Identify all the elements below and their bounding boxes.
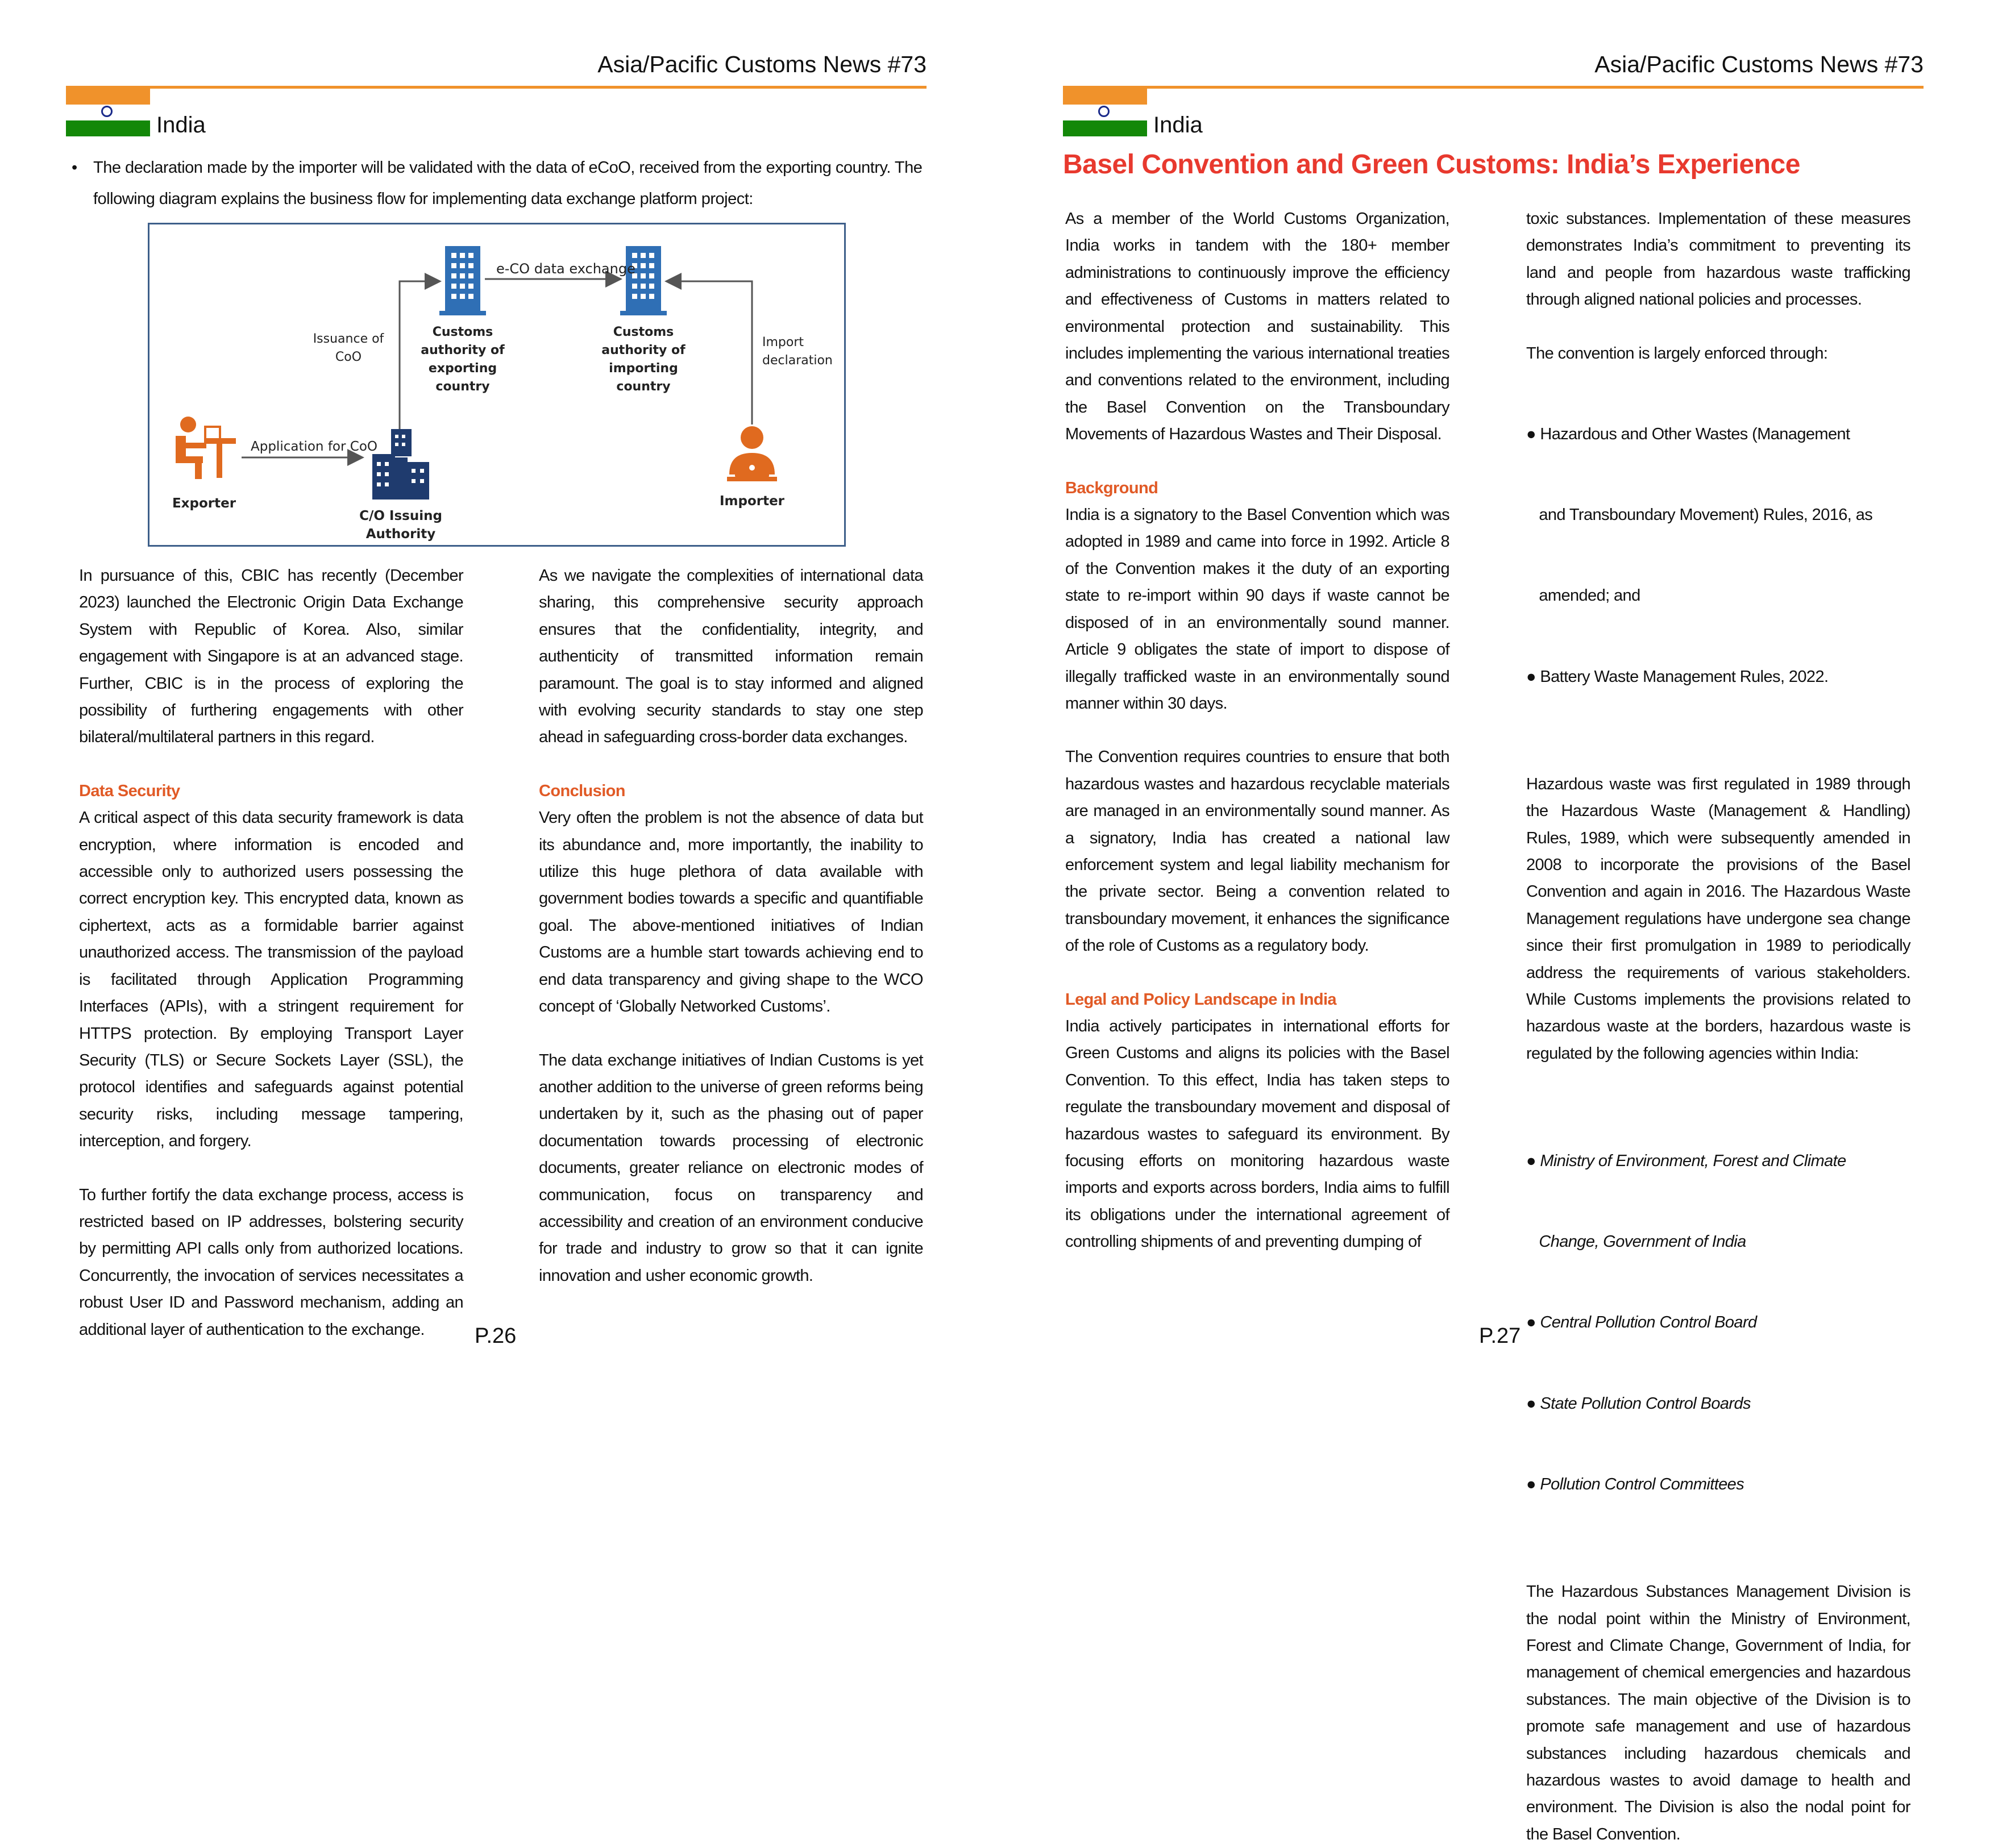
exporting-label-3: exporting bbox=[428, 361, 497, 376]
list-item: and Transboundary Movement) Rules, 2016, as bbox=[1526, 506, 1873, 525]
country-label: India bbox=[156, 113, 206, 138]
page-number: P.27 bbox=[1479, 1324, 1521, 1348]
country-label: India bbox=[1153, 113, 1203, 138]
section-heading: Background bbox=[1065, 478, 1158, 497]
left-column-1 bbox=[79, 563, 463, 1343]
section-heading: Data Security bbox=[79, 781, 180, 800]
import-label-1: Import bbox=[762, 335, 804, 349]
list-item: ● Central Pollution Control Board bbox=[1526, 1313, 1757, 1332]
paragraph: The convention is largely enforced through: bbox=[1526, 344, 1828, 363]
article-title: Basel Convention and Green Customs: India’s Experience bbox=[1063, 149, 1800, 180]
exporting-customs-building-icon bbox=[439, 246, 486, 315]
paragraph: A critical aspect of this data security framework is data encryption, where information is encoded and accessible only to authorized users possessing the correct encryption key. This encrypted data, known as ciphertext, acts as a formidable barrier against unauthorized access. The transmission of the payload is facilitated through Application Programming Interfaces (APIs), with a stringent requirement for HTTPS protection. By employing Transport Layer Security (TLS) or Secure Sockets Layer (SSL), the protocol identifies and safeguards against potential security risks, including message tampering, interception, and forgery. bbox=[79, 809, 463, 1151]
exporting-label-1: Customs bbox=[432, 325, 493, 339]
section-heading: Conclusion bbox=[539, 781, 625, 800]
importing-label-3: importing bbox=[609, 361, 678, 376]
importing-label-2: authority of bbox=[601, 343, 686, 357]
india-flag-icon bbox=[66, 89, 150, 136]
left-page bbox=[0, 0, 997, 1409]
paragraph: The Convention requires countries to ensure that both hazardous wastes and hazardous recyclable materials are managed in an environmentally sound manner. As a signatory, India has created a national law enforcement system and legal liability mechanism for the private sector. Being a convention related to transboundary movement, it enhances the significance of the role of Customs as a regulatory body. bbox=[1065, 748, 1449, 955]
import-label-2: declaration bbox=[762, 353, 833, 368]
header-title: Asia/Pacific Customs News #73 bbox=[1594, 51, 1924, 77]
importer-icon bbox=[727, 426, 777, 481]
page-number: P.26 bbox=[475, 1324, 517, 1348]
rules-list bbox=[1526, 367, 1910, 744]
paragraph: toxic substances. Implementation of these measures demonstrates India’s commitment to preventing its land and people from hazardous waste trafficking through aligned national policies and processes. bbox=[1526, 210, 1910, 309]
list-item: ● Hazardous and Other Wastes (Management bbox=[1526, 424, 1850, 443]
india-flag-icon bbox=[1063, 89, 1147, 136]
list-item: amended; and bbox=[1526, 586, 1640, 605]
list-item: Change, Government of India bbox=[1526, 1233, 1746, 1251]
list-item: ● State Pollution Control Boards bbox=[1526, 1394, 1751, 1413]
right-column-1 bbox=[1065, 206, 1449, 1256]
importing-label-4: country bbox=[616, 380, 671, 394]
paragraph: Very often the problem is not the absence of data but its abundance and, more importantly, the inability to utilize this huge plethora of data available with government bodies towards a specific and quantifiable goal. The above-mentioned initiatives of Indian Customs are a humble start towards achieving end to end data transparency and giving shape to the WCO concept of ‘Globally Networked Customs’. bbox=[539, 809, 923, 1016]
right-column-2 bbox=[1526, 206, 1910, 1848]
issuance-label-1: Issuance of bbox=[313, 332, 384, 346]
issuing-label-1: C/O Issuing bbox=[359, 509, 442, 523]
intro-bullet bbox=[72, 152, 931, 215]
intro-text: The declaration made by the importer will be validated with the data of eCoO, received from the exporting country. The following diagram explains the business flow for implementing data exchange platform project: bbox=[93, 159, 923, 208]
exporter-icon bbox=[176, 417, 236, 479]
paragraph: The Hazardous Substances Management Division is the nodal point within the Ministry of Environment, Forest and Climate Change, Government of India, for management of chemical emergencies and hazardous substances. The main objective of the Division is to promote safe management and use of hazardous substances including hazardous chemicals and hazardous wastes to avoid damage to health and environment. The Division is also the nodal point for the Basel Convention. bbox=[1526, 1583, 1910, 1843]
paragraph: In pursuance of this, CBIC has recently (December 2023) launched the Electronic Origin Data Exchange System with Republic of Korea. Also, similar engagement with Singapore is at an advanced stage. Further, CBIC is in the process of exploring the possibility of furthering engagements with other bilateral/multilateral partners in this regard. bbox=[79, 567, 463, 747]
paragraph: India is a signatory to the Basel Convention which was adopted in 1989 and came into force in 1992. Article 8 of the Convention makes it the duty of an exporting state to re-import within 90 days if waste cannot be disposed of in an environmentally sound manner. Article 9 obligates the state of import to dispose of illegally trafficked waste in an environmentally sound manner within 30 days. bbox=[1065, 506, 1449, 713]
exporting-label-4: country bbox=[435, 380, 490, 394]
paragraph: As we navigate the complexities of international data sharing, this comprehensive security approach ensures that the confidentiality, integrity, and authenticity of transmitted information remain paramount. The goal is to stay informed and aligned with evolving security standards to stay one step ahead in safeguarding cross-border data exchanges. bbox=[539, 567, 923, 747]
exporting-label-2: authority of bbox=[421, 343, 505, 357]
paragraph: As a member of the World Customs Organization, India works in tandem with the 180+ member administrations to continuously improve the efficiency and effectiveness of Customs in matters related to environmental protection and sustainability. This includes implementing the various international treaties and conventions related to the environment, including the Basel Convention on the Transboundary Movements of Hazardous Wastes and Their Disposal. bbox=[1065, 210, 1449, 444]
importer-label: Importer bbox=[719, 494, 785, 509]
list-item: ● Pollution Control Committees bbox=[1526, 1475, 1744, 1493]
exporter-label: Exporter bbox=[172, 496, 236, 511]
right-page bbox=[997, 0, 1994, 1843]
exchange-label: e-CO data exchange bbox=[496, 261, 635, 277]
paragraph: Hazardous waste was first regulated in 1989 through the Hazardous Waste (Management & Handling) Rules, 1989, which were subsequently amended in 2008 to incorporate the provisions of the Basel Convention and again in 2016. The Hazardous Waste Management regulations have undergone sea change since their first promulgation in 1989 to periodically address the requirements of various stakeholders. While Customs implements the provisions related to hazardous waste at the borders, hazardous waste is regulated by the following agencies within India: bbox=[1526, 775, 1910, 1063]
importing-customs-building-icon bbox=[620, 246, 667, 315]
section-heading: Legal and Policy Landscape in India bbox=[1065, 990, 1336, 1009]
bullet-dot: • bbox=[72, 159, 77, 177]
application-label: Application for CoO bbox=[251, 439, 377, 454]
header-rule bbox=[1063, 86, 1924, 89]
issuing-label-2: Authority bbox=[365, 527, 436, 542]
issuance-label-2: CoO bbox=[335, 350, 362, 364]
list-item: ● Battery Waste Management Rules, 2022. bbox=[1526, 667, 1829, 686]
business-flow-diagram bbox=[148, 223, 846, 547]
paragraph: The data exchange initiatives of Indian Customs is yet another addition to the universe of green reforms being undertaken by it, such as the phasing out of paper documentation towards processing of electronic documents, greater reliance on electronic modes of communication, focus on transparency and accessibility and creation of an environment conducive for trade and industry to grow so that it can ignite innovation and usher economic growth. bbox=[539, 1051, 923, 1285]
issuing-authority-building-icon bbox=[372, 429, 429, 500]
header-title: Asia/Pacific Customs News #73 bbox=[597, 51, 927, 77]
header-rule bbox=[66, 86, 927, 89]
list-item: ● Ministry of Environment, Forest and Climate bbox=[1526, 1152, 1846, 1170]
agencies-list bbox=[1526, 1094, 1910, 1552]
paragraph: To further fortify the data exchange process, access is restricted based on IP addresses, bolstering security by permitting API calls only from authorized locations. Concurrently, the invocation of services necessitates a robust User ID and Password mechanism, adding an additional layer of authentication to the exchange. bbox=[79, 1185, 463, 1339]
importing-label-1: Customs bbox=[613, 325, 674, 339]
left-column-2 bbox=[539, 563, 923, 1289]
paragraph: India actively participates in international efforts for Green Customs and aligns its policies with the Basel Convention. To this effect, India has taken steps to regulate the transboundary movement and disposal of hazardous wastes to safeguard its environment. By focusing efforts on monitoring hazardous waste imports and exports across borders, India aims to fulfill its obligations under the international agreement of controlling shipments of and preventing dumping of bbox=[1065, 1017, 1449, 1251]
